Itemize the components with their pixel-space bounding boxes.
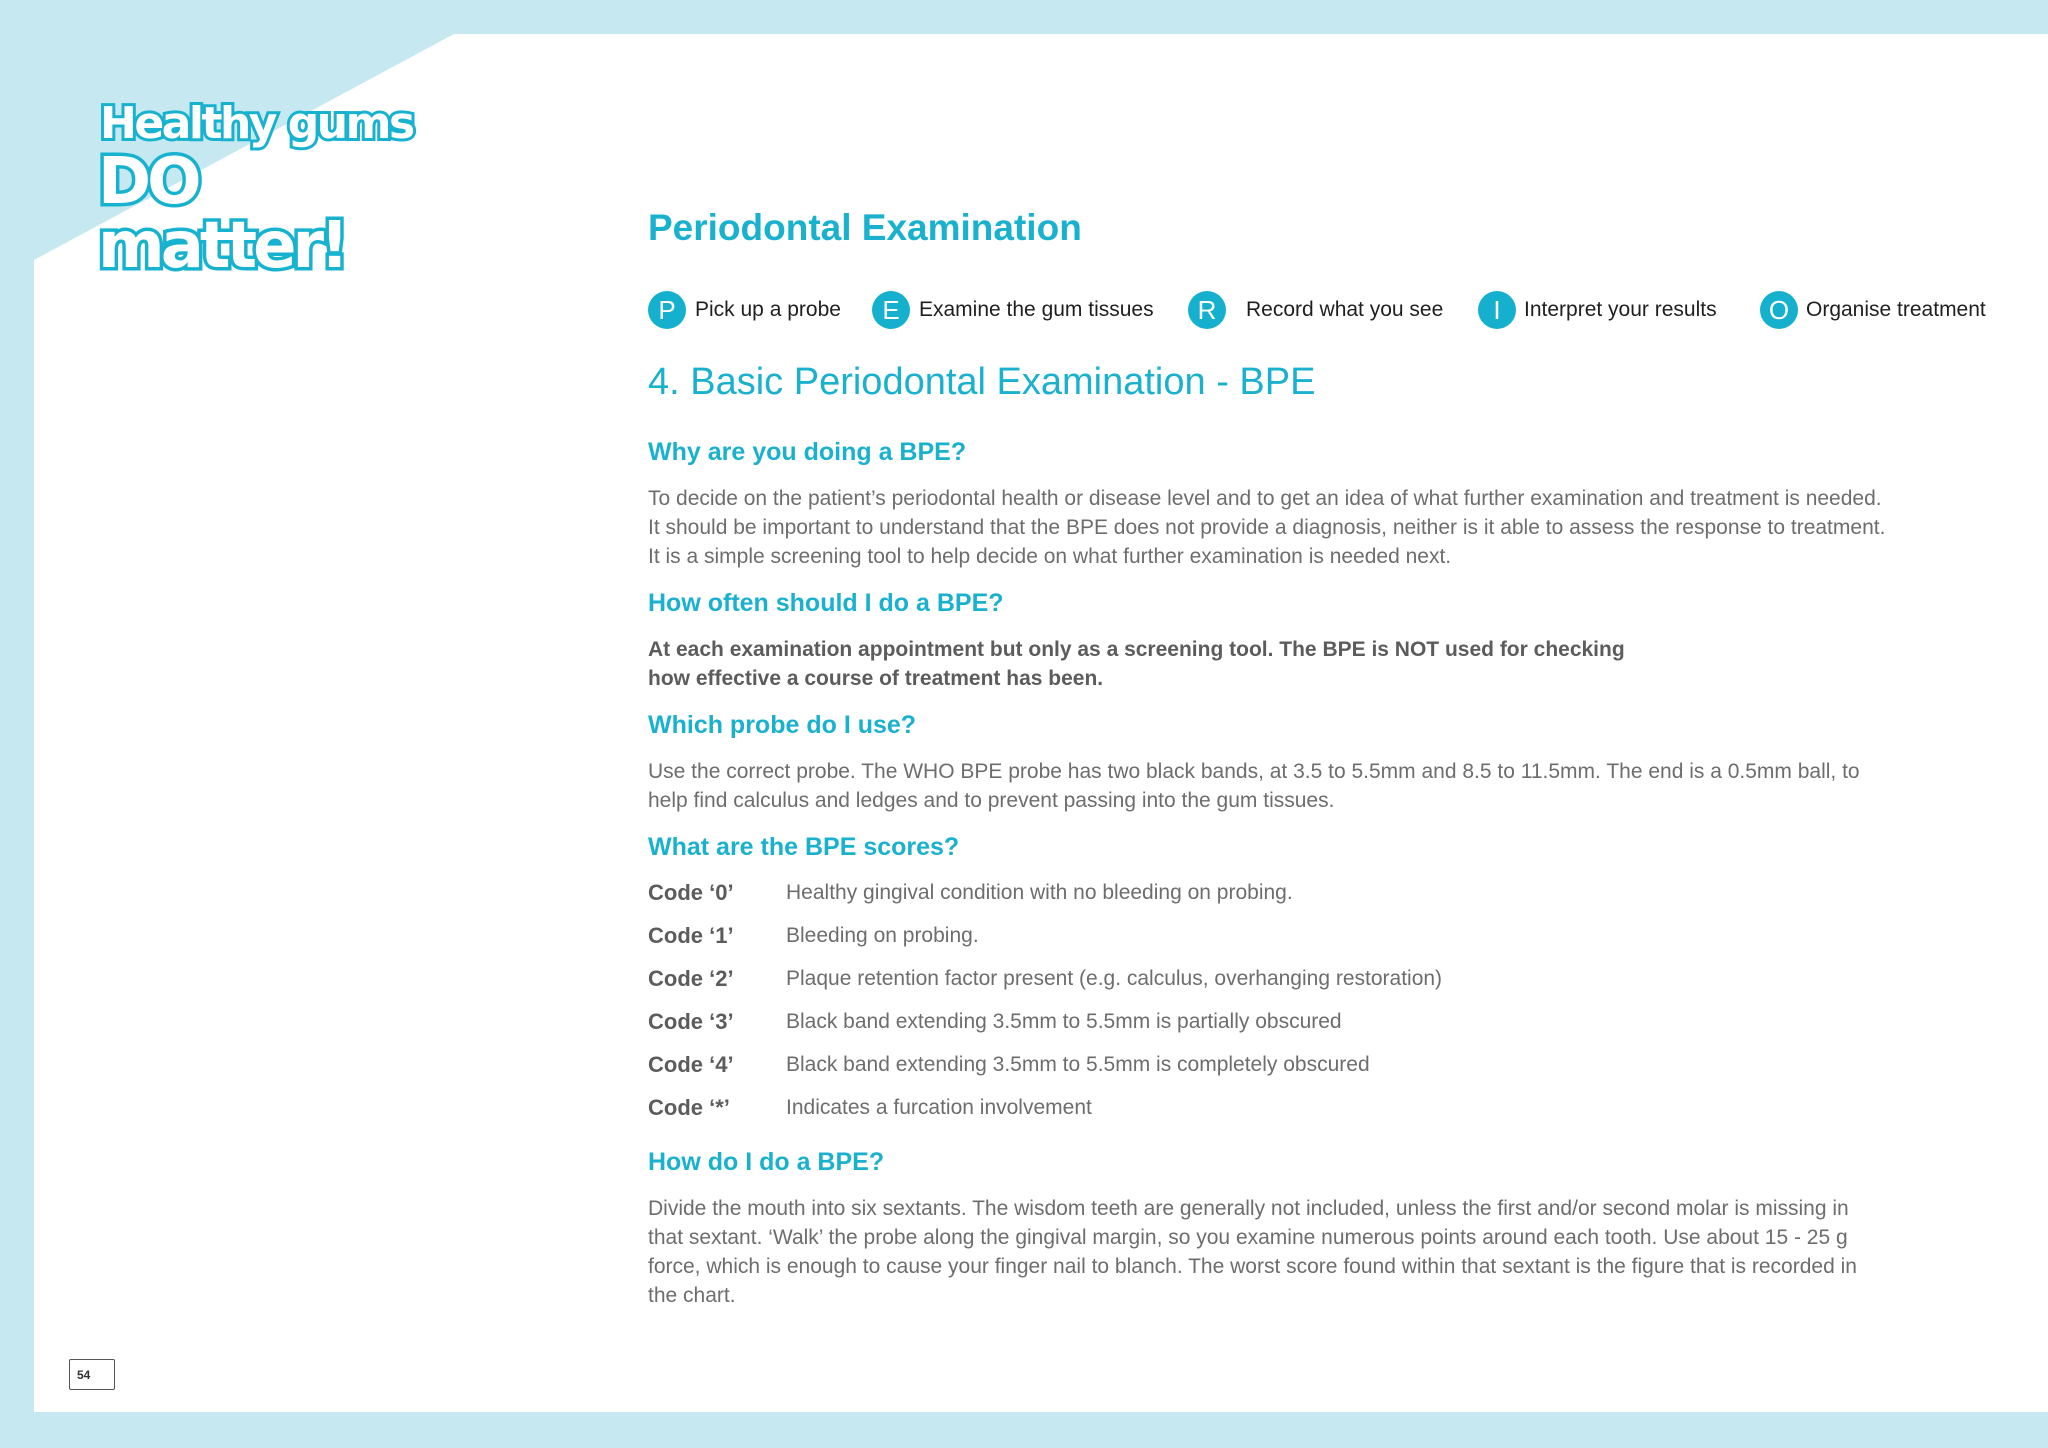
logo-line-2: DO matter!	[98, 145, 346, 283]
page-number: 54	[69, 1359, 115, 1390]
perio-step-organise	[1760, 291, 1986, 329]
bpe-code-description: Plaque retention factor present (e.g. calculus, overhanging restoration)	[786, 967, 1443, 990]
how-to-heading: How do I do a BPE?	[648, 1148, 885, 1176]
which-probe-heading: Which probe do I use?	[648, 711, 917, 739]
letter-p-badge: P	[648, 291, 686, 329]
text-line: help find calculus and ledges and to prevent passing into the gum tissues.	[648, 789, 1335, 812]
perio-step-label: Examine the gum tissues	[919, 298, 1154, 321]
bpe-code-label: Code ‘1’	[648, 923, 734, 948]
bpe-code-description: Indicates a furcation involvement	[786, 1096, 1092, 1119]
bpe-code-label: Code ‘3’	[648, 1009, 734, 1034]
page-title: Periodontal Examination	[648, 207, 1082, 248]
perio-step-label: Organise treatment	[1806, 298, 1986, 321]
letter-r-badge: R	[1188, 291, 1226, 329]
bpe-code-label: Code ‘*’	[648, 1095, 730, 1120]
text-line: force, which is enough to cause your finger nail to blanch. The worst score found within that sextant is the figure that is recorded in	[648, 1255, 1857, 1278]
text-line: Divide the mouth into six sextants. The wisdom teeth are generally not included, unless the first and/or second molar is missing in	[648, 1197, 1849, 1220]
text-line: the chart.	[648, 1284, 736, 1307]
perio-step-pick-up-probe	[648, 291, 841, 329]
letter-i-badge: I	[1478, 291, 1516, 329]
how-often-heading: How often should I do a BPE?	[648, 589, 1004, 617]
text-line: At each examination appointment but only as a screening tool. The BPE is NOT used for checking	[648, 638, 1625, 661]
perio-step-label: Record what you see	[1246, 298, 1444, 321]
letter-e-badge: E	[872, 291, 910, 329]
perio-step-label: Pick up a probe	[695, 298, 841, 321]
why-paragraph	[648, 484, 2008, 571]
bpe-code-description: Black band extending 3.5mm to 5.5mm is completely obscured	[786, 1053, 1370, 1076]
bpe-code-description: Bleeding on probing.	[786, 924, 979, 947]
logo-line-1: Healthy gums	[100, 98, 413, 149]
text-line: To decide on the patient’s periodontal health or disease level and to get an idea of what further examination and treatment is needed.	[648, 487, 1882, 510]
how-often-paragraph	[648, 635, 2008, 693]
perio-step-record	[1188, 291, 1443, 329]
how-to-paragraph	[648, 1194, 2008, 1310]
bpe-code-description: Black band extending 3.5mm to 5.5mm is partially obscured	[786, 1010, 1342, 1033]
text-line: It should be important to understand that the BPE does not provide a diagnosis, neither is it able to assess the response to treatment.	[648, 516, 1886, 539]
text-line: that sextant. ‘Walk’ the probe along the gingival margin, so you examine numerous points around each tooth. Use about 15 - 25 g	[648, 1226, 1848, 1249]
perio-step-label: Interpret your results	[1524, 298, 1717, 321]
bpe-code-label: Code ‘0’	[648, 880, 734, 905]
bpe-code-label: Code ‘4’	[648, 1052, 734, 1077]
text-line: It is a simple screening tool to help decide on what further examination is needed next.	[648, 545, 1452, 568]
text-line: how effective a course of treatment has been.	[648, 667, 1104, 690]
scores-heading: What are the BPE scores?	[648, 833, 960, 861]
which-probe-paragraph	[648, 757, 2008, 815]
perio-step-examine-gums	[872, 291, 1154, 329]
bpe-code-label: Code ‘2’	[648, 966, 734, 991]
why-heading: Why are you doing a BPE?	[648, 438, 967, 466]
perio-step-interpret	[1478, 291, 1717, 329]
healthy-gums-logo	[96, 98, 436, 283]
section-title: 4. Basic Periodontal Examination - BPE	[648, 361, 1316, 403]
text-line: Use the correct probe. The WHO BPE probe has two black bands, at 3.5 to 5.5mm and 8.5 to 11.5mm. The end is a 0.5mm ball, to	[648, 760, 1860, 783]
letter-o-badge: O	[1760, 291, 1798, 329]
bpe-code-description: Healthy gingival condition with no bleeding on probing.	[786, 881, 1293, 904]
